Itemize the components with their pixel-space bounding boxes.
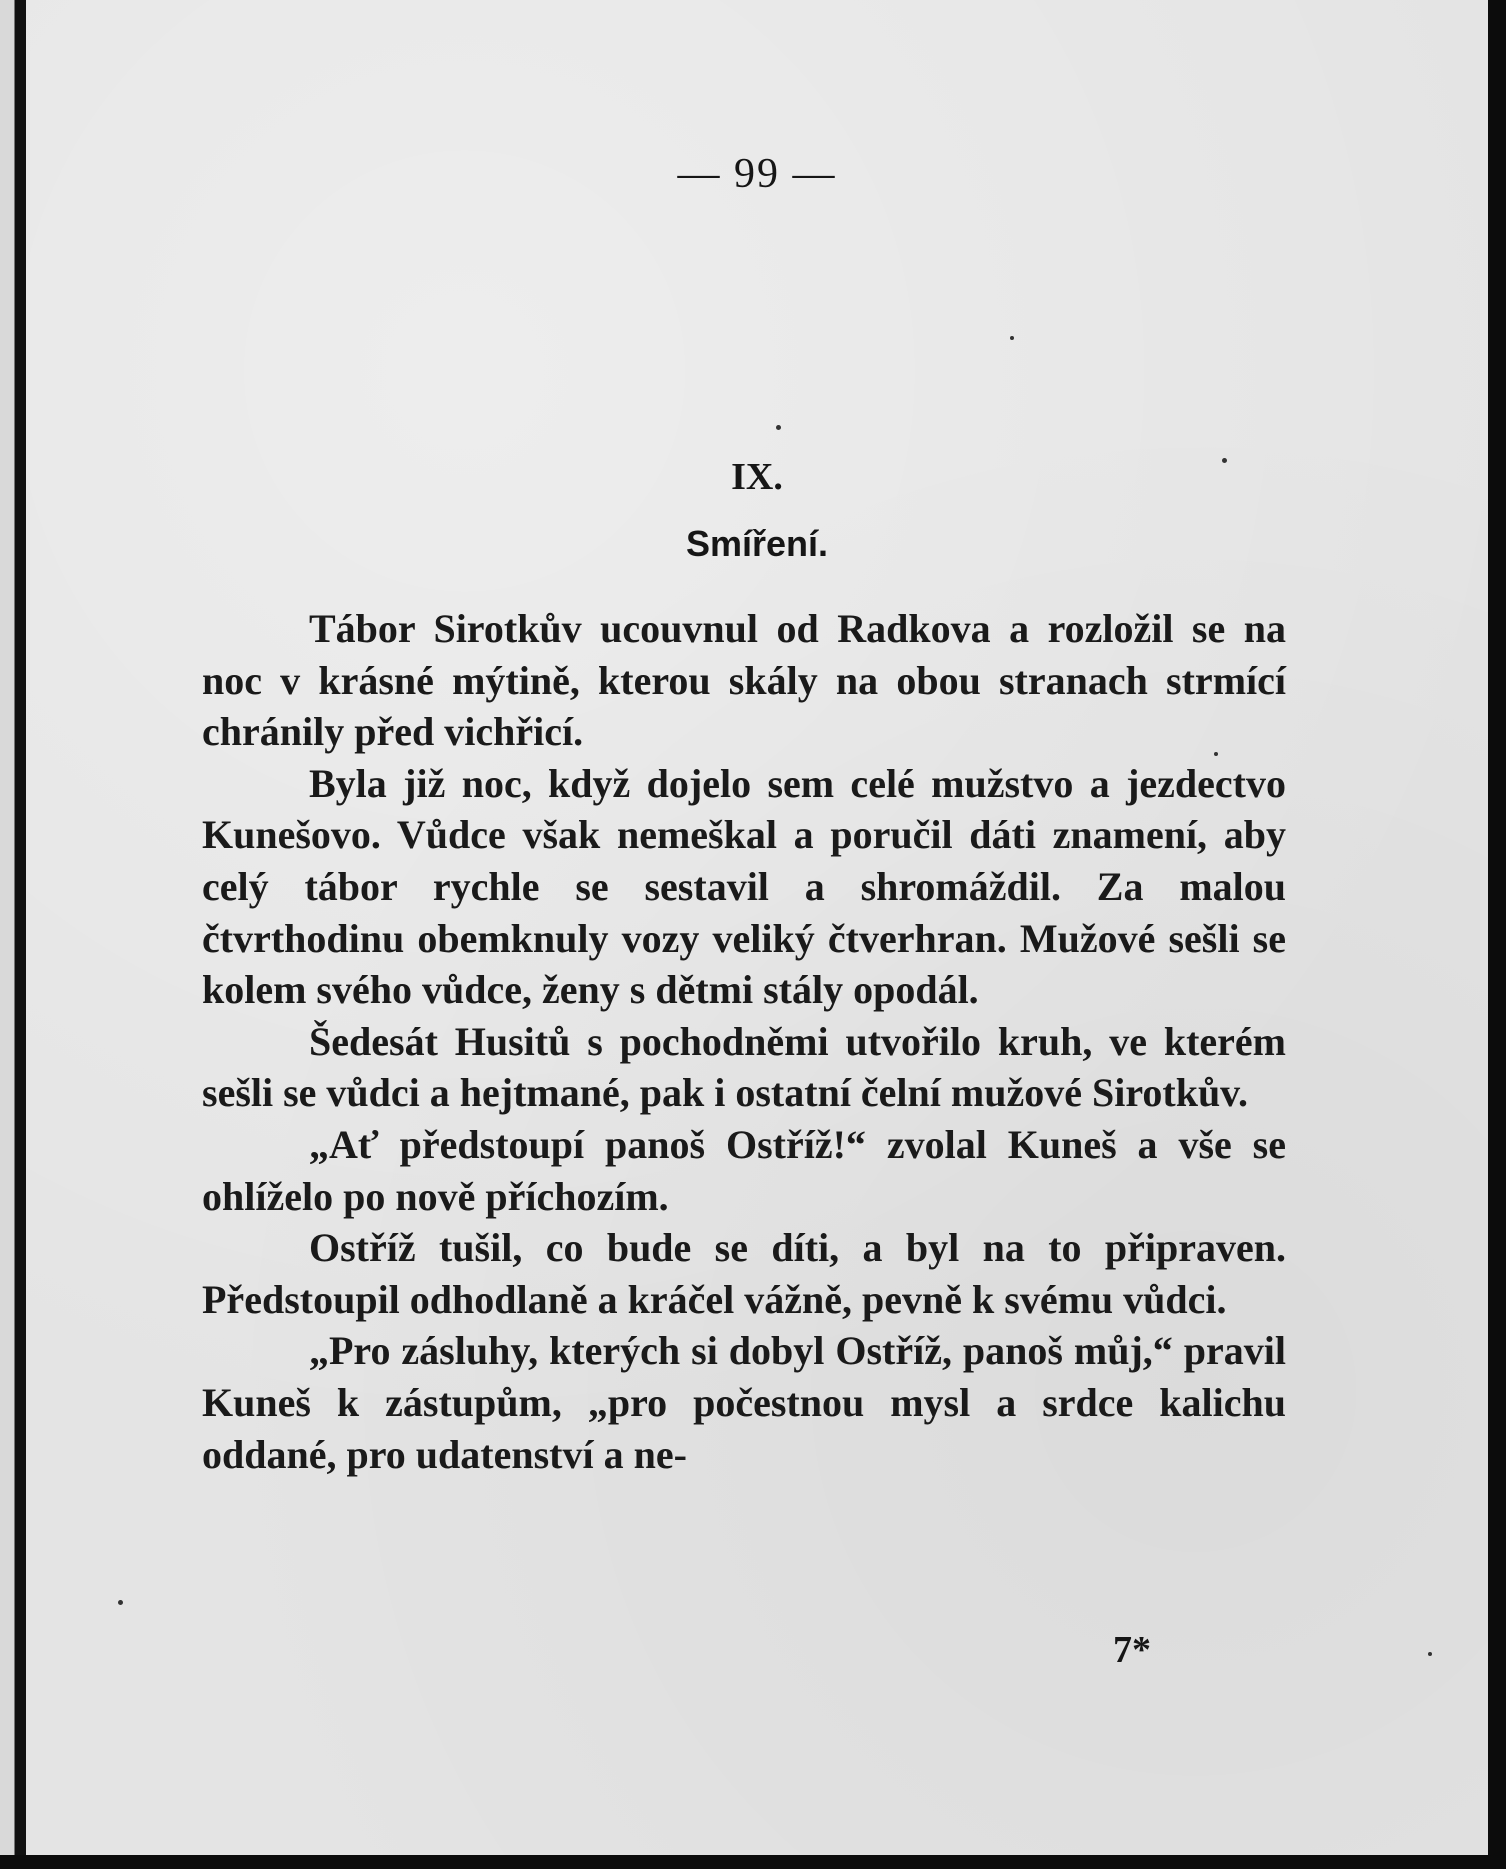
paper-speck (1010, 336, 1014, 340)
left-page-edge (0, 0, 26, 1869)
paper-speck (1214, 752, 1218, 756)
paragraph: „Pro zásluhy, kterých si dobyl Ostříž, panoš můj,“ pravil Kuneš k zástupům, „pro počestnou mysl a srdce kalichu oddané, pro udatenství a ne- (202, 1328, 1286, 1477)
paragraph: Šedesát Husitů s pochodněmi utvořilo kruh, ve kterém sešli se vůdci a hejtmané, pak i ostatní čelní mužové Sirotkův. (202, 1018, 1286, 1116)
paper-speck (118, 1600, 123, 1605)
body-text (202, 603, 1286, 1480)
chapter-number: IX. (731, 456, 783, 498)
paragraph: Byla již noc, když dojelo sem celé mužstvo a jezdectvo Kunešovo. Vůdce však nemeškal a poručil dáti znamení, aby celý tábor rychle se sestavil a shromáždil. Za malou čtvrthodinu obemknuly vozy veliký čtverhran. Mužové sešli se kolem svého vůdce, ženy s dětmi stály opodál. (202, 760, 1286, 1013)
page-number: — 99 — (677, 151, 837, 197)
paragraph: Ostříž tušil, co bude se díti, a byl na to připraven. Předstoupil odhodlaně a kráčel vážně, pevně k svému vůdci. (202, 1225, 1286, 1322)
chapter-title: Smíření. (685, 523, 829, 564)
paragraph: „Ať předstoupí panoš Ostříž!“ zvolal Kuneš a vše se ohlíželo po nově příchozím. (202, 1121, 1286, 1219)
signature-mark: 7* (1113, 1629, 1151, 1671)
paper-speck (1222, 458, 1227, 463)
bottom-page-edge (0, 1855, 1506, 1869)
book-page (26, 0, 1488, 1855)
paper-speck (1428, 1652, 1432, 1656)
paper-speck (776, 425, 781, 430)
right-page-edge (1488, 0, 1506, 1869)
paragraph: Tábor Sirotkův ucouvnul od Radkova a rozložil se na noc v krásné mýtině, kterou skály na obou stranach strmící chránily před vichřicí. (202, 606, 1286, 755)
